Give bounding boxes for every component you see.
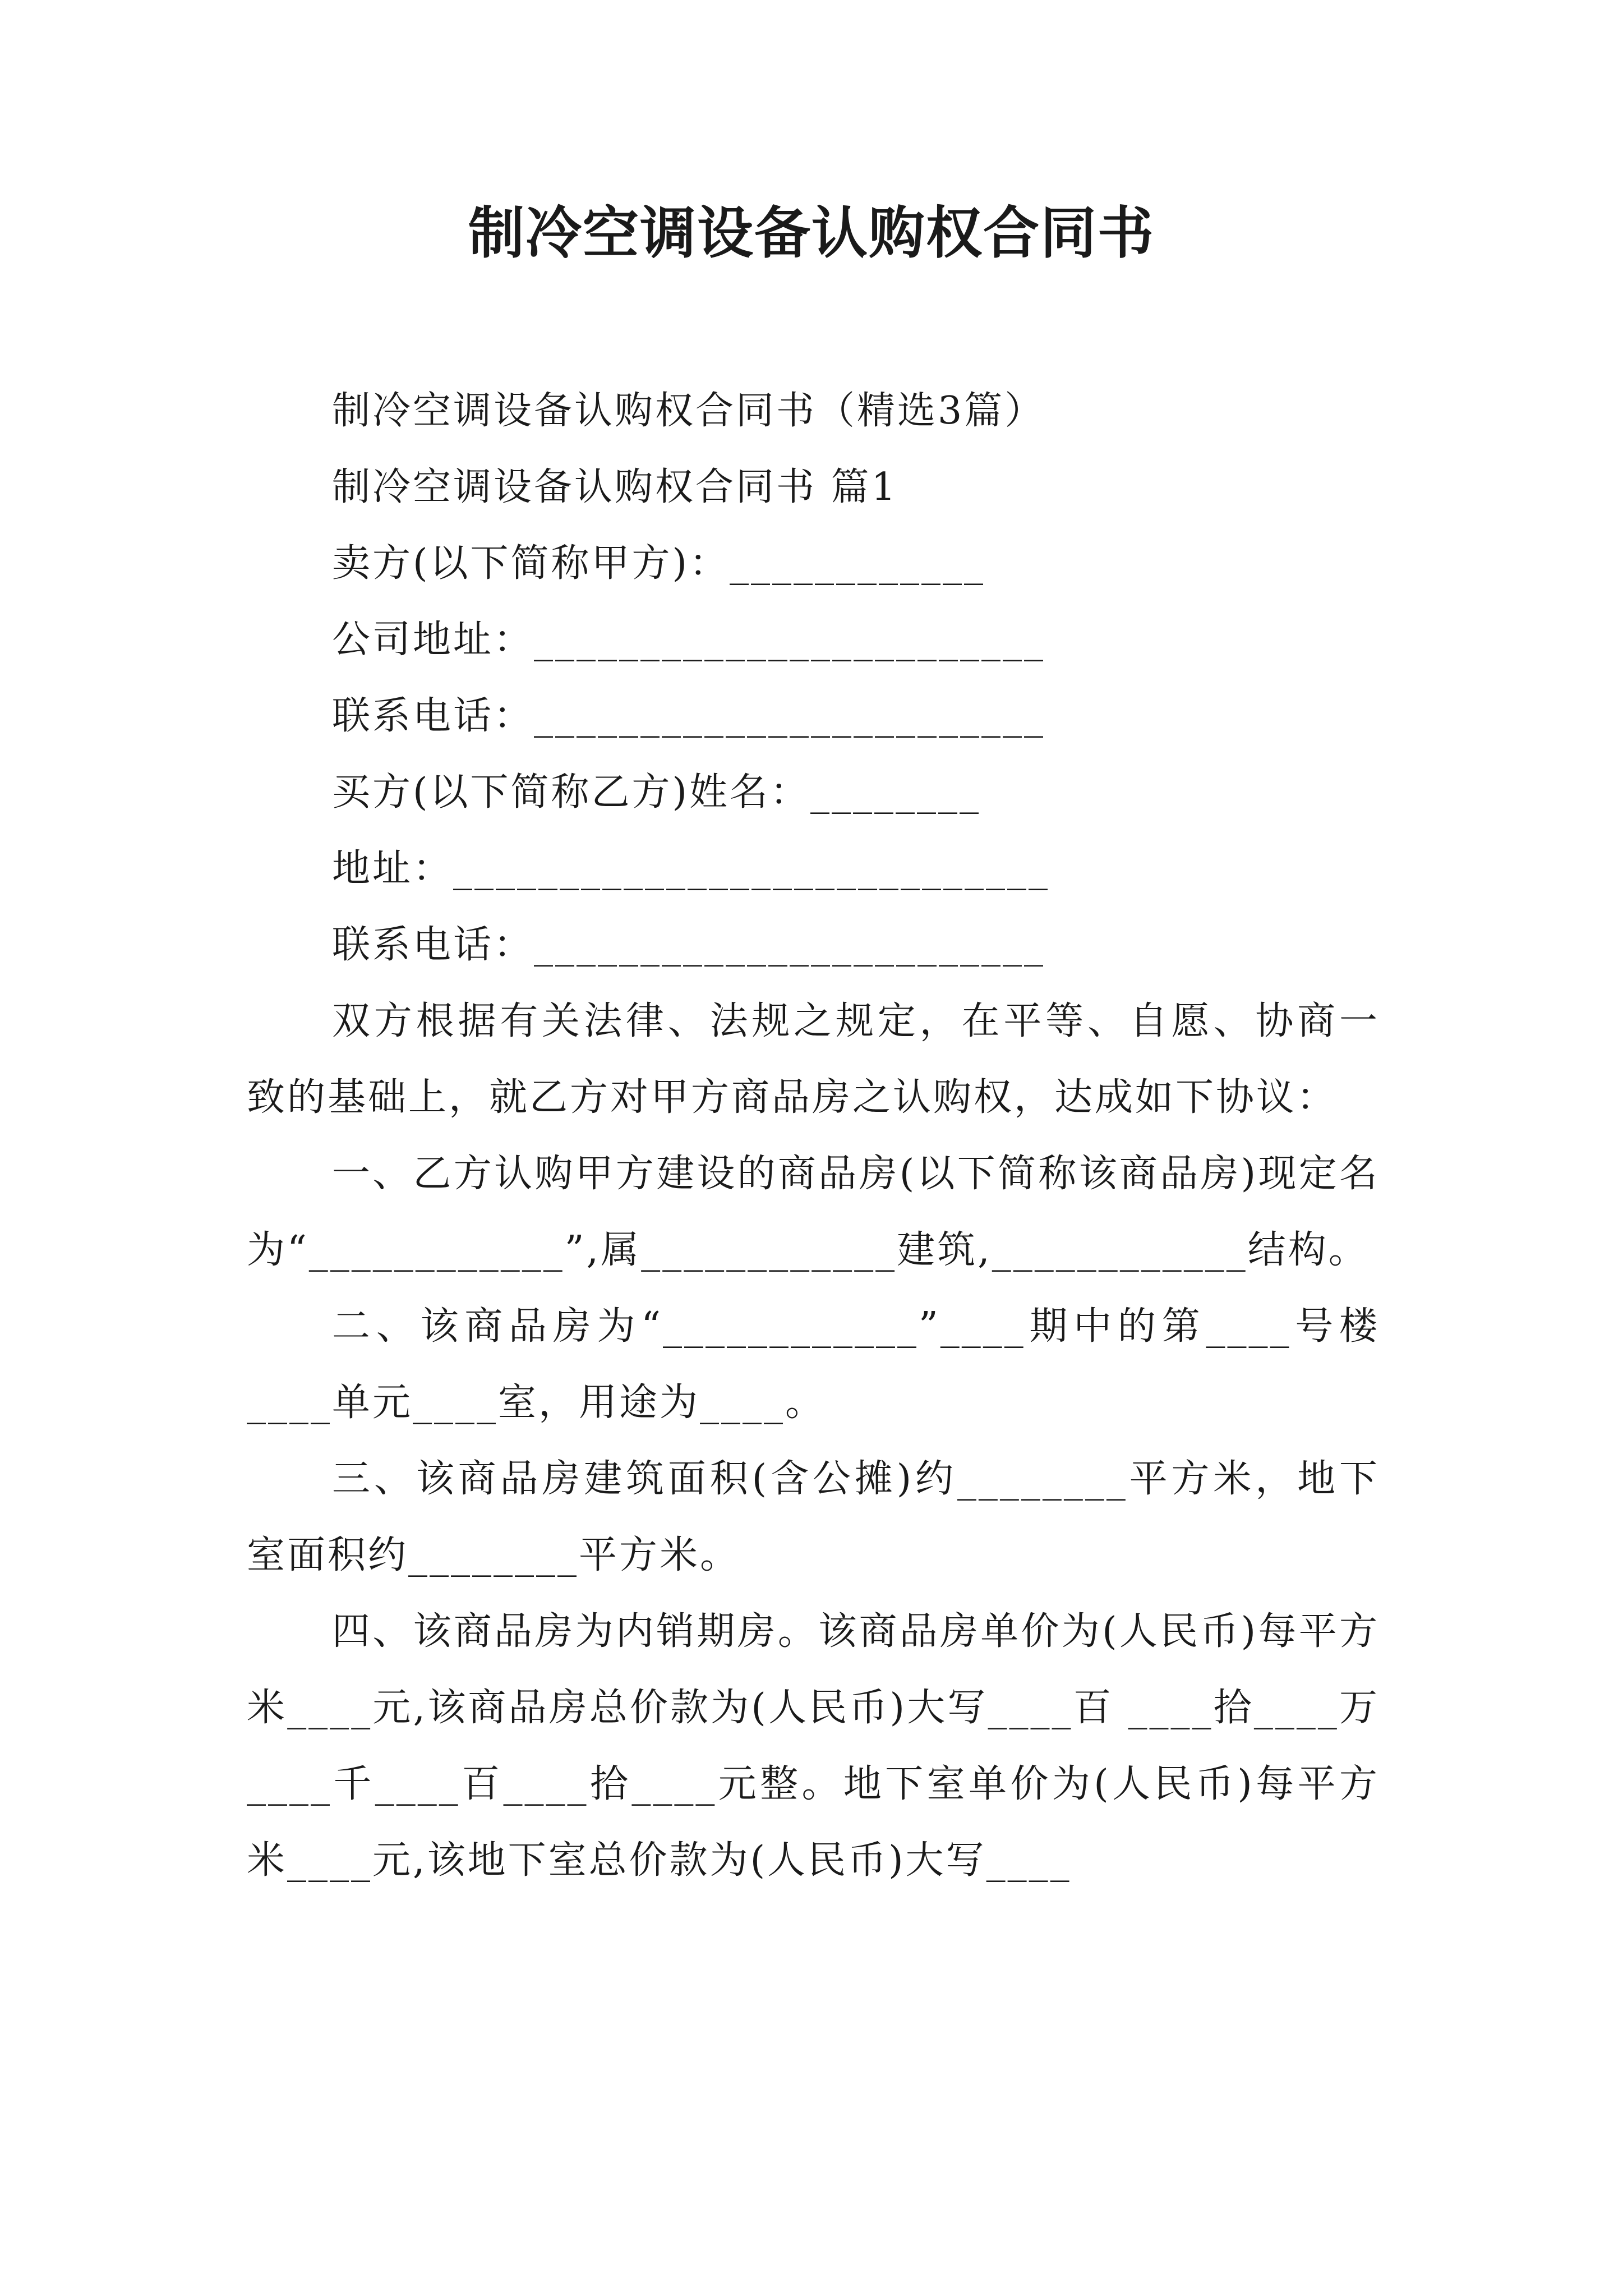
clause-2-paragraph: 二、该商品房为“____________”____期中的第____号楼____单元____室，用途为____。 xyxy=(247,1304,1380,1425)
preamble-paragraph: 双方根据有关法律、法规之规定，在平等、自愿、协商一致的基础上，就乙方对甲方商品房之认购权，达成如下协议： xyxy=(247,999,1380,1120)
document-body xyxy=(247,373,1380,1899)
buyer-address-field: 地址：____________________________ xyxy=(332,846,1050,891)
buyer-name-field: 买方(以下简称乙方)姓名：________ xyxy=(332,770,981,815)
seller-field: 卖方(以下简称甲方)：____________ xyxy=(332,541,986,586)
document-title: 制冷空调设备认购权合同书 xyxy=(468,200,1155,266)
document-subtitle: 制冷空调设备认购权合同书（精选3篇） xyxy=(332,389,1045,433)
company-address-field: 公司地址：________________________ xyxy=(332,618,1046,662)
clause-3-paragraph: 三、该商品房建筑面积(含公摊)约________平方米，地下室面积约________平方米。 xyxy=(247,1457,1380,1577)
clause-4-paragraph: 四、该商品房为内销期房。该商品房单价为(人民币)每平方米____元,该商品房总价款为(人民币)大写____百 ____拾____万____千____百____拾____元整。地下室单价为(人民币)每平方米____元,该地下室总价款为(人民币)大写____ xyxy=(247,1609,1380,1883)
section-heading: 制冷空调设备认购权合同书 篇1 xyxy=(332,465,898,509)
buyer-phone-field: 联系电话：________________________ xyxy=(332,923,1046,967)
seller-phone-field: 联系电话：________________________ xyxy=(332,694,1046,738)
clause-1-paragraph: 一、乙方认购甲方建设的商品房(以下简称该商品房)现定名为“____________”,属____________建筑,____________结构。 xyxy=(247,1152,1380,1272)
